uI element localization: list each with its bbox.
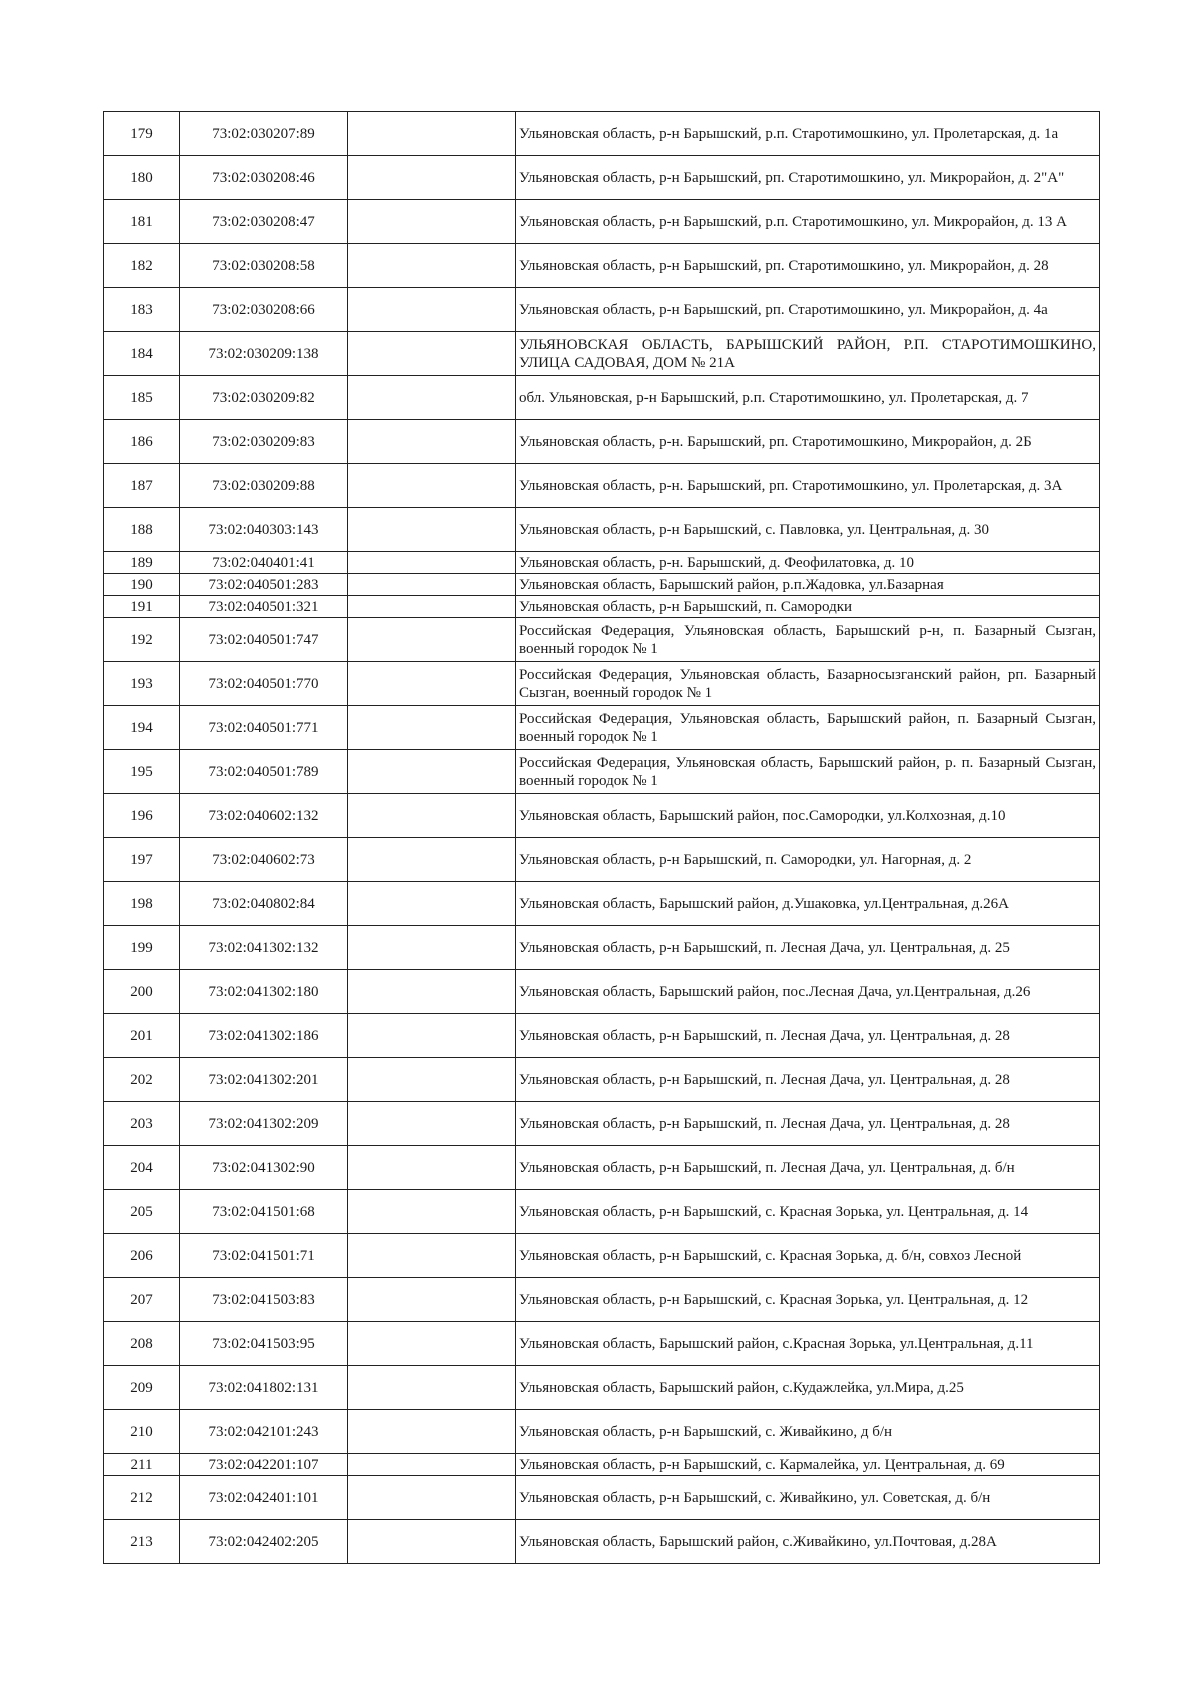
address-cell: Ульяновская область, р-н Барышский, рп. Старотимошкино, ул. Микрорайон, д. 2"А" [516,156,1100,200]
cadastral-number: 73:02:030209:88 [180,464,348,508]
table-row [104,1146,1100,1190]
row-number: 189 [104,552,180,574]
row-number: 184 [104,332,180,376]
table-row [104,112,1100,156]
row-number: 206 [104,1234,180,1278]
extra-cell [348,1190,516,1234]
extra-cell [348,662,516,706]
cadastral-number: 73:02:030208:66 [180,288,348,332]
extra-cell [348,618,516,662]
row-number: 200 [104,970,180,1014]
row-number: 193 [104,662,180,706]
extra-cell [348,1322,516,1366]
table-row [104,706,1100,750]
table-row [104,794,1100,838]
row-number: 195 [104,750,180,794]
cadastral-number: 73:02:040303:143 [180,508,348,552]
address-cell: Российская Федерация, Ульяновская область, Барышский район, р. п. Базарный Сызган, военный городок № 1 [516,750,1100,794]
row-number: 202 [104,1058,180,1102]
cadastral-number: 73:02:042201:107 [180,1454,348,1476]
address-cell: Ульяновская область, р-н Барышский, р.п. Старотимошкино, ул. Пролетарская, д. 1а [516,112,1100,156]
cadastral-number: 73:02:040501:771 [180,706,348,750]
cadastral-number: 73:02:030209:83 [180,420,348,464]
table-row [104,1520,1100,1564]
address-cell: Ульяновская область, р-н Барышский, с. Красная Зорька, ул. Центральная, д. 14 [516,1190,1100,1234]
row-number: 183 [104,288,180,332]
extra-cell [348,332,516,376]
row-number: 207 [104,1278,180,1322]
row-number: 186 [104,420,180,464]
extra-cell [348,112,516,156]
table-row [104,1476,1100,1520]
row-number: 211 [104,1454,180,1476]
cadastral-number: 73:02:040401:41 [180,552,348,574]
address-cell: Ульяновская область, р-н Барышский, с. Красная Зорька, ул. Центральная, д. 12 [516,1278,1100,1322]
extra-cell [348,1520,516,1564]
extra-cell [348,970,516,1014]
extra-cell [348,200,516,244]
row-number: 201 [104,1014,180,1058]
address-cell: Ульяновская область, р-н Барышский, рп. Старотимошкино, ул. Микрорайон, д. 28 [516,244,1100,288]
address-cell: Ульяновская область, р-н Барышский, п. Лесная Дача, ул. Центральная, д. б/н [516,1146,1100,1190]
row-number: 196 [104,794,180,838]
extra-cell [348,508,516,552]
address-cell: Ульяновская область, р-н Барышский, с. Красная Зорька, д. б/н, совхоз Лесной [516,1234,1100,1278]
address-cell: Ульяновская область, р-н Барышский, п. Лесная Дача, ул. Центральная, д. 28 [516,1058,1100,1102]
extra-cell [348,1058,516,1102]
table-row [104,332,1100,376]
cadastral-number: 73:02:030209:138 [180,332,348,376]
cadastral-number: 73:02:041302:201 [180,1058,348,1102]
cadastral-number: 73:02:042401:101 [180,1476,348,1520]
row-number: 188 [104,508,180,552]
address-cell: Ульяновская область, р-н Барышский, с. Павловка, ул. Центральная, д. 30 [516,508,1100,552]
row-number: 204 [104,1146,180,1190]
extra-cell [348,1014,516,1058]
extra-cell [348,1234,516,1278]
extra-cell [348,376,516,420]
address-cell: Ульяновская область, р-н Барышский, р.п. Старотимошкино, ул. Микрорайон, д. 13 А [516,200,1100,244]
table-row [104,200,1100,244]
table-row [104,574,1100,596]
extra-cell [348,1366,516,1410]
cadastral-number: 73:02:030209:82 [180,376,348,420]
table-row [104,838,1100,882]
extra-cell [348,156,516,200]
address-cell: Ульяновская область, Барышский район, пос.Самородки, ул.Колхозная, д.10 [516,794,1100,838]
address-cell: Ульяновская область, р-н Барышский, с. Кармалейка, ул. Центральная, д. 69 [516,1454,1100,1476]
cadastral-number: 73:02:041302:180 [180,970,348,1014]
extra-cell [348,552,516,574]
table-row [104,596,1100,618]
cadastral-number: 73:02:040602:73 [180,838,348,882]
row-number: 187 [104,464,180,508]
cadastral-number: 73:02:041302:132 [180,926,348,970]
row-number: 198 [104,882,180,926]
row-number: 182 [104,244,180,288]
extra-cell [348,596,516,618]
row-number: 191 [104,596,180,618]
table-body [104,112,1100,1564]
address-cell: обл. Ульяновская, р-н Барышский, р.п. Старотимошкино, ул. Пролетарская, д. 7 [516,376,1100,420]
address-cell: Ульяновская область, Барышский район, с.Красная Зорька, ул.Центральная, д.11 [516,1322,1100,1366]
table-row [104,926,1100,970]
table-row [104,288,1100,332]
cadastral-number: 73:02:040501:747 [180,618,348,662]
address-cell: Ульяновская область, р-н Барышский, п. Лесная Дача, ул. Центральная, д. 28 [516,1014,1100,1058]
extra-cell [348,244,516,288]
cadastral-number: 73:02:030208:47 [180,200,348,244]
row-number: 179 [104,112,180,156]
cadastral-number: 73:02:042101:243 [180,1410,348,1454]
address-cell: Ульяновская область, р-н Барышский, п. Самородки, ул. Нагорная, д. 2 [516,838,1100,882]
address-cell: Ульяновская область, Барышский район, д.Ушаковка, ул.Центральная, д.26А [516,882,1100,926]
row-number: 209 [104,1366,180,1410]
table-row [104,618,1100,662]
table-row [104,750,1100,794]
address-cell: Ульяновская область, р-н Барышский, с. Живайкино, д б/н [516,1410,1100,1454]
row-number: 180 [104,156,180,200]
table-row [104,1366,1100,1410]
cadastral-number: 73:02:030207:89 [180,112,348,156]
extra-cell [348,1102,516,1146]
extra-cell [348,838,516,882]
address-cell: Ульяновская область, р-н. Барышский, д. Феофилатовка, д. 10 [516,552,1100,574]
cadastral-number: 73:02:040501:789 [180,750,348,794]
table-row [104,1322,1100,1366]
table-row [104,1234,1100,1278]
address-cell: Российская Федерация, Ульяновская область, Барышский район, п. Базарный Сызган, военный городок № 1 [516,706,1100,750]
address-cell: УЛЬЯНОВСКАЯ ОБЛАСТЬ, БАРЫШСКИЙ РАЙОН, Р.П. СТАРОТИМОШКИНО, УЛИЦА САДОВАЯ, ДОМ № 21А [516,332,1100,376]
table-row [104,662,1100,706]
table-row [104,970,1100,1014]
row-number: 213 [104,1520,180,1564]
row-number: 181 [104,200,180,244]
table-row [104,1410,1100,1454]
cadastral-number: 73:02:041302:209 [180,1102,348,1146]
row-number: 203 [104,1102,180,1146]
cadastral-number: 73:02:030208:46 [180,156,348,200]
extra-cell [348,1454,516,1476]
cadastral-number: 73:02:040501:283 [180,574,348,596]
extra-cell [348,1278,516,1322]
table-row [104,1102,1100,1146]
address-cell: Ульяновская область, р-н. Барышский, рп. Старотимошкино, Микрорайон, д. 2Б [516,420,1100,464]
row-number: 212 [104,1476,180,1520]
cadastral-number: 73:02:041503:95 [180,1322,348,1366]
address-cell: Российская Федерация, Ульяновская область, Базарносызганский район, рп. Базарный Сызган, военный городок № 1 [516,662,1100,706]
address-cell: Российская Федерация, Ульяновская область, Барышский р-н, п. Базарный Сызган, военный городок № 1 [516,618,1100,662]
address-cell: Ульяновская область, р-н Барышский, п. Самородки [516,596,1100,618]
extra-cell [348,1410,516,1454]
table-row [104,420,1100,464]
address-cell: Ульяновская область, Барышский район, с.Живайкино, ул.Почтовая, д.28А [516,1520,1100,1564]
extra-cell [348,706,516,750]
address-cell: Ульяновская область, Барышский район, р.п.Жадовка, ул.Базарная [516,574,1100,596]
extra-cell [348,420,516,464]
row-number: 192 [104,618,180,662]
row-number: 199 [104,926,180,970]
table-row [104,552,1100,574]
cadastral-number: 73:02:041802:131 [180,1366,348,1410]
extra-cell [348,926,516,970]
cadastral-number: 73:02:041501:71 [180,1234,348,1278]
row-number: 205 [104,1190,180,1234]
table-row [104,1454,1100,1476]
extra-cell [348,288,516,332]
extra-cell [348,1146,516,1190]
cadastral-number: 73:02:041302:90 [180,1146,348,1190]
cadastral-number: 73:02:041501:68 [180,1190,348,1234]
extra-cell [348,1476,516,1520]
row-number: 185 [104,376,180,420]
table-row [104,464,1100,508]
cadastral-number: 73:02:040501:321 [180,596,348,618]
cadastral-number: 73:02:040602:132 [180,794,348,838]
address-cell: Ульяновская область, Барышский район, с.Кудажлейка, ул.Мира, д.25 [516,1366,1100,1410]
cadastral-number: 73:02:042402:205 [180,1520,348,1564]
row-number: 210 [104,1410,180,1454]
extra-cell [348,882,516,926]
cadastral-number: 73:02:030208:58 [180,244,348,288]
cadastral-number: 73:02:041302:186 [180,1014,348,1058]
property-table [103,111,1100,1564]
table-row [104,1014,1100,1058]
row-number: 208 [104,1322,180,1366]
address-cell: Ульяновская область, р-н Барышский, рп. Старотимошкино, ул. Микрорайон, д. 4а [516,288,1100,332]
address-cell: Ульяновская область, р-н Барышский, с. Живайкино, ул. Советская, д. б/н [516,1476,1100,1520]
table-row [104,244,1100,288]
table-row [104,156,1100,200]
row-number: 194 [104,706,180,750]
table-row [104,1058,1100,1102]
table-row [104,1278,1100,1322]
row-number: 190 [104,574,180,596]
cadastral-number: 73:02:041503:83 [180,1278,348,1322]
address-cell: Ульяновская область, р-н Барышский, п. Лесная Дача, ул. Центральная, д. 28 [516,1102,1100,1146]
address-cell: Ульяновская область, р-н Барышский, п. Лесная Дача, ул. Центральная, д. 25 [516,926,1100,970]
table-row [104,508,1100,552]
table-row [104,376,1100,420]
table-row [104,1190,1100,1234]
cadastral-number: 73:02:040501:770 [180,662,348,706]
extra-cell [348,464,516,508]
extra-cell [348,750,516,794]
table-row [104,882,1100,926]
row-number: 197 [104,838,180,882]
extra-cell [348,574,516,596]
address-cell: Ульяновская область, Барышский район, пос.Лесная Дача, ул.Центральная, д.26 [516,970,1100,1014]
cadastral-number: 73:02:040802:84 [180,882,348,926]
address-cell: Ульяновская область, р-н. Барышский, рп. Старотимошкино, ул. Пролетарская, д. 3А [516,464,1100,508]
extra-cell [348,794,516,838]
